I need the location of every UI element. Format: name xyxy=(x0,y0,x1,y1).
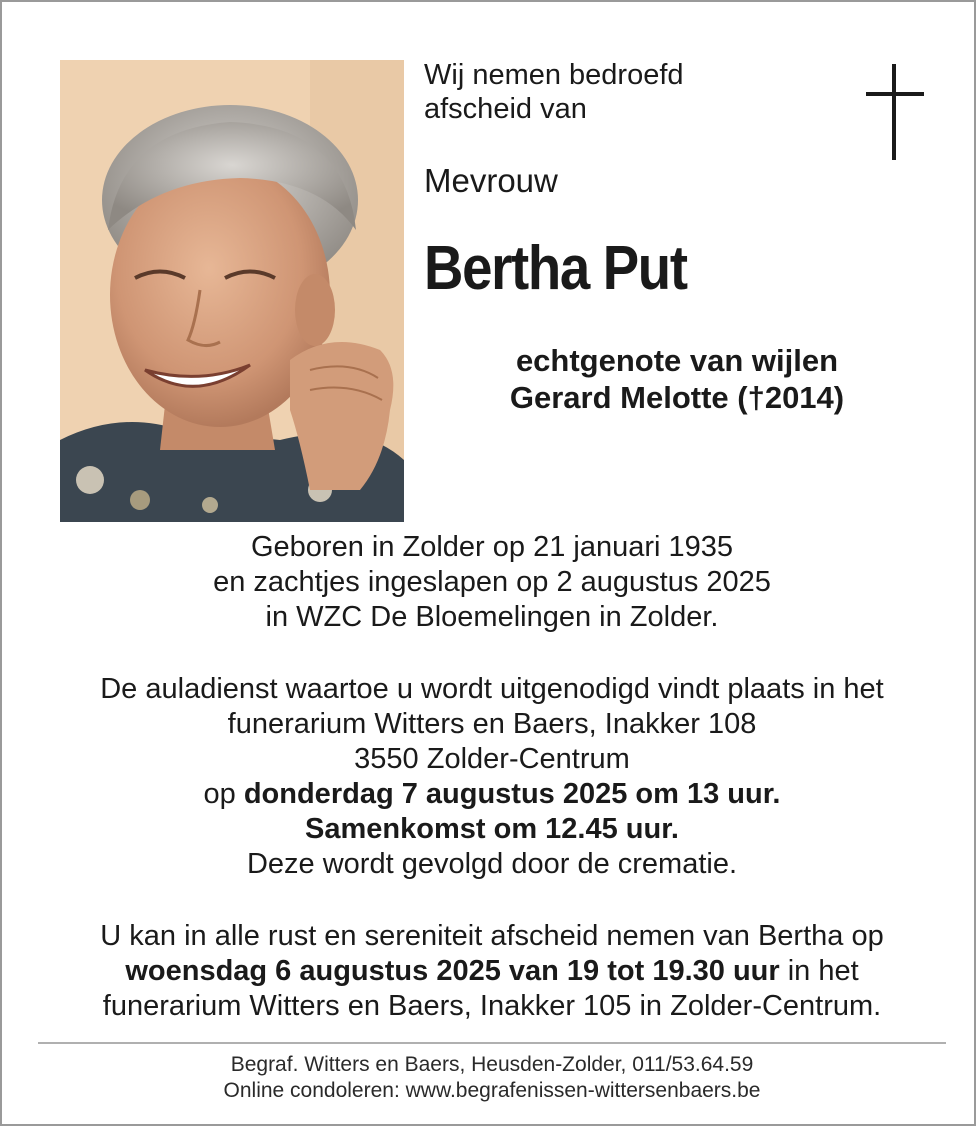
cremation-note: Deze wordt gevolgd door de crematie. xyxy=(246,848,738,880)
service-line-1: De auladienst waartoe u wordt uitgenodigd vindt plaats in het xyxy=(100,673,884,705)
gathering-time: Samenkomst om 12.45 uur. xyxy=(305,813,679,845)
intro-line-1: Wij nemen bedroefd xyxy=(424,59,684,91)
footer xyxy=(22,1052,962,1104)
portrait-photo xyxy=(60,60,404,522)
footer-divider xyxy=(38,1042,946,1044)
spouse-line-2: Gerard Melotte (†2014) xyxy=(509,380,845,415)
honorific: Mevrouw xyxy=(424,162,558,199)
birth-line-1: Geboren in Zolder op 21 januari 1935 xyxy=(250,531,734,563)
birth-line-3: in WZC De Bloemelingen in Zolder. xyxy=(265,601,719,633)
birth-death-info xyxy=(22,530,962,635)
service-line-3: 3550 Zolder-Centrum xyxy=(354,743,630,775)
birth-line-2: en zachtjes ingeslapen op 2 augustus 2025 xyxy=(213,566,771,598)
intro-text xyxy=(424,58,684,126)
service-date-prefix: op xyxy=(203,778,244,810)
farewell-date: woensdag 6 augustus 2025 van 19 tot 19.30 uur xyxy=(125,955,780,987)
farewell-line-1: U kan in alle rust en sereniteit afscheid nemen van Bertha op xyxy=(100,920,884,952)
online-condolence[interactable]: Online condoleren: www.begrafenissen-wittersenbaers.be xyxy=(223,1079,761,1102)
cross-icon xyxy=(866,64,924,160)
service-line-4 xyxy=(22,777,962,812)
farewell-line-2-suffix: in het xyxy=(779,955,859,987)
service-date: donderdag 7 augustus 2025 om 13 uur. xyxy=(243,778,781,810)
intro-line-2: afscheid van xyxy=(424,93,587,125)
funeral-home-contact: Begraf. Witters en Baers, Heusden-Zolder, 011/53.64.59 xyxy=(230,1053,754,1076)
farewell-info xyxy=(22,919,962,1024)
farewell-line-2 xyxy=(22,954,962,989)
deceased-name: Bertha Put xyxy=(424,234,687,303)
service-info xyxy=(22,672,962,882)
service-line-2: funerarium Witters en Baers, Inakker 108 xyxy=(227,708,757,740)
farewell-line-3: funerarium Witters en Baers, Inakker 105 in Zolder-Centrum. xyxy=(102,990,882,1022)
spouse-info xyxy=(412,342,942,416)
spouse-line-1: echtgenote van wijlen xyxy=(515,343,839,378)
portrait-illustration xyxy=(60,60,404,522)
